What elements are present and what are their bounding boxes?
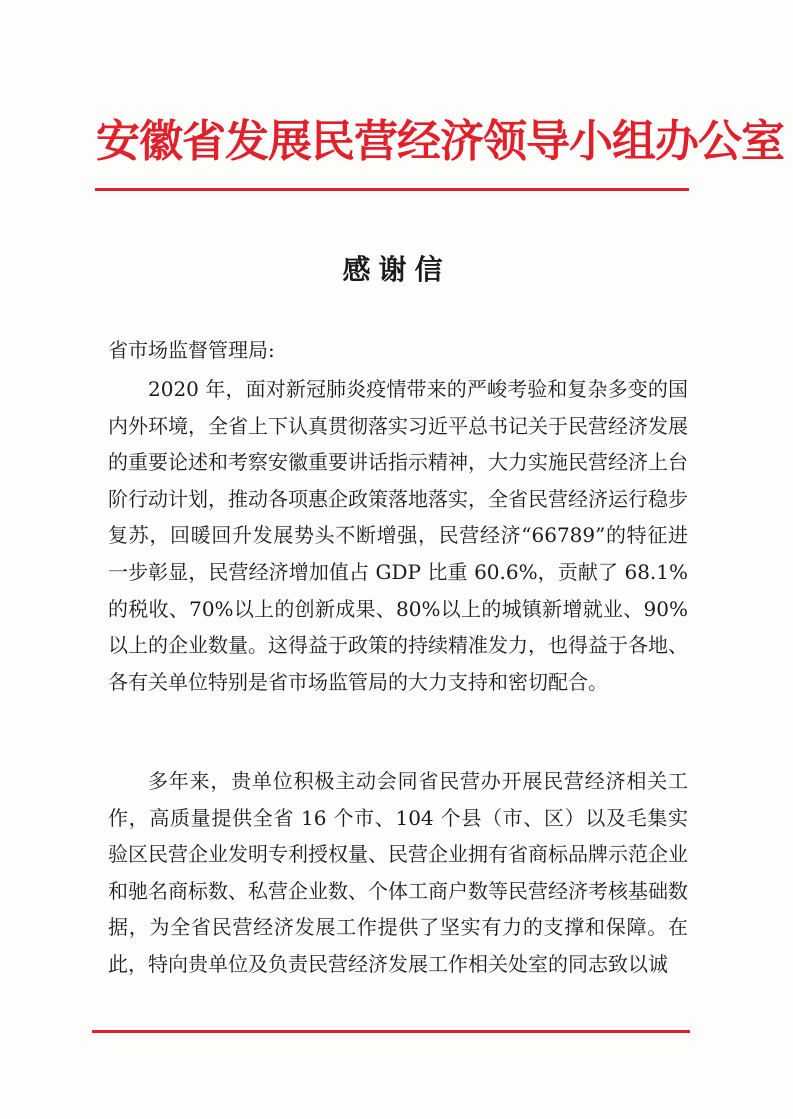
body-paragraph-2: 多年来，贵单位积极主动会同省民营办开展民营经济相关工作，高质量提供全省 16 个市、104 个县（市、区）以及毛集实验区民营企业发明专利授权量、民营企业拥有省商标品牌示范企业和驰名商标数、私营企业数、个体工商户数等民营经济考核基础数据，为全省民营经济发展工作提供了坚实有力的支撑和保障。在此，特向贵单位及负责民营经济发展工作相关处室的同志致以诚	[108, 769, 688, 976]
salutation: 省市场监督管理局:	[108, 338, 275, 362]
footer-red-rule	[92, 1030, 690, 1033]
body-paragraph-1: 2020 年，面对新冠肺炎疫情带来的严峻考验和复杂多变的国内外环境，全省上下认真贯彻落实习近平总书记关于民营经济发展的重要论述和考察安徽重要讲话指示精神，大力实施民营经济上台阶行动计划，推动各项惠企政策落地落实，全省民营经济运行稳步复苏，回暖回升发展势头不断增强，民营经济“66789”的特征进一步彰显，民营经济增加值占 GDP 比重 60.6%，贡献了 68.1%的税收、70%以上的创新成果、80%以上的城镇新增就业、90%以上的企业数量。这得益于政策的持续精准发力，也得益于各地、各有关单位特别是省市场监管局的大力支持和密切配合。	[108, 377, 688, 694]
header-red-rule	[95, 188, 689, 191]
letter-title: 感谢信	[342, 253, 451, 286]
issuing-office-header: 安徽省发展民营经济领导小组办公室	[96, 116, 784, 167]
